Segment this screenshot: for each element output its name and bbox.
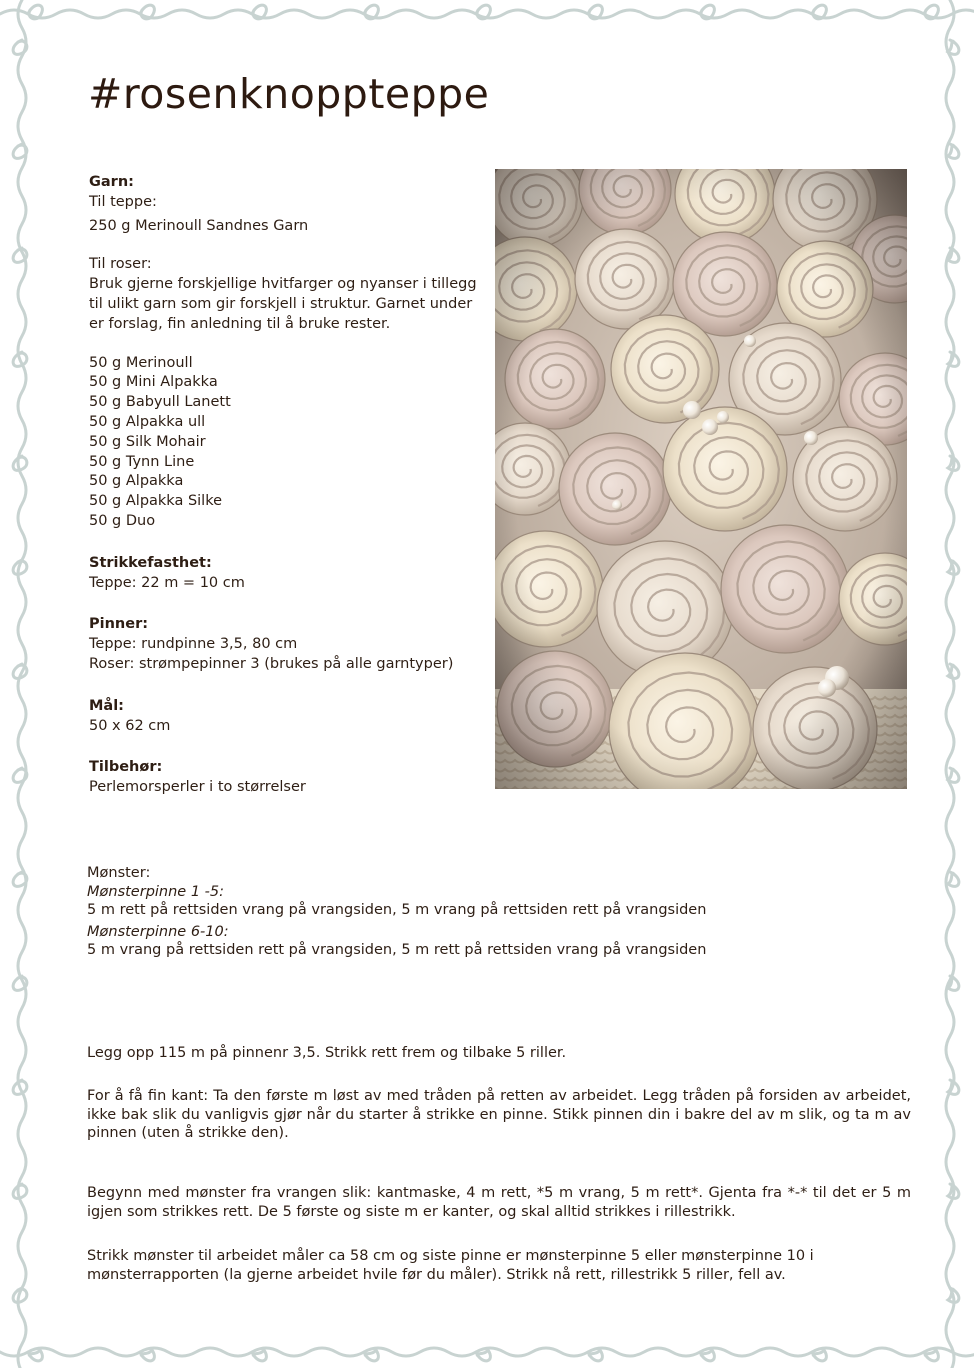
instruction-finish: Strikk mønster til arbeidet måler ca 58 cm og siste pinne er mønsterpinne 5 eller mønsterpinne 10 i mønsterrapporten (la gjerne arbeidet hvile før du måler). Strikk nå rett, rillestrikk 5 riller, fell av. bbox=[87, 1248, 814, 1283]
needles-teppe: Teppe: rundpinne 3,5, 80 cm bbox=[89, 636, 298, 653]
pattern-section bbox=[87, 864, 911, 960]
size-text: 50 x 62 cm bbox=[89, 717, 171, 734]
pattern-row2-text: 5 m vrang på rettsiden rett på vrangsiden, 5 m rett på rettsiden vrang på vrangsiden bbox=[87, 942, 707, 958]
gauge-heading: Strikkefasthet: bbox=[89, 554, 212, 571]
accessories-text: Perlemorsperler i to størrelser bbox=[89, 779, 306, 796]
yarn-list bbox=[89, 354, 479, 532]
yarn-item: 50 g Alpakka bbox=[89, 473, 184, 490]
knitted-roses-photo bbox=[495, 169, 907, 789]
yarn-item: 50 g Merinoull bbox=[89, 354, 193, 371]
gauge-text: Teppe: 22 m = 10 cm bbox=[89, 574, 245, 591]
needles-heading: Pinner: bbox=[89, 616, 149, 633]
page-title: #rosenknoppteppe bbox=[88, 70, 490, 118]
instruction-edge: For å få fin kant: Ta den første m løst av med tråden på retten av arbeidet. Legg tråden på forsiden av arbeidet, ikke bak slik du vanligvis gjør når du starter å strikke en pinne. Stikk pinnen din i bakre del av m slik, og ta m av pinnen (uten å strikke den). bbox=[87, 1088, 911, 1141]
materials-section bbox=[89, 173, 479, 798]
pattern-heading: Mønster: bbox=[87, 865, 151, 881]
yarn-item: 50 g Alpakka Silke bbox=[89, 493, 223, 510]
yarn-item: 50 g Tynn Line bbox=[89, 453, 195, 470]
teppe-yarn: 250 g Merinoull Sandnes Garn bbox=[89, 217, 309, 234]
size-heading: Mål: bbox=[89, 697, 124, 714]
yarn-item: 50 g Alpakka ull bbox=[89, 413, 206, 430]
pattern-row1-text: 5 m rett på rettsiden vrang på vrangsiden, 5 m vrang på rettsiden rett på vrangsiden bbox=[87, 902, 707, 918]
roser-text: Bruk gjerne forskjellige hvitfarger og nyanser i tillegg til ulikt garn som gir forskjell i struktur. Garnet under er forslag, fin anledning til å bruke rester. bbox=[89, 276, 477, 332]
yarn-item: 50 g Babyull Lanett bbox=[89, 394, 231, 411]
instruction-pattern-start: Begynn med mønster fra vrangen slik: kantmaske, 4 m rett, *5 m vrang, 5 m rett*. Gjenta fra *-* til det er 5 m igjen som strikkes rett. De 5 første og siste m er kanter, og skal alltid strikkes i rillestrikk. bbox=[87, 1185, 911, 1220]
garn-heading: Garn: bbox=[89, 174, 134, 190]
roser-label: Til roser: bbox=[89, 256, 152, 273]
pattern-row1-label: Mønsterpinne 1 -5: bbox=[87, 883, 225, 900]
instruction-cast-on: Legg opp 115 m på pinnenr 3,5. Strikk rett frem og tilbake 5 riller. bbox=[87, 1045, 567, 1061]
yarn-item: 50 g Silk Mohair bbox=[89, 433, 206, 450]
yarn-item: 50 g Duo bbox=[89, 512, 156, 529]
accessories-heading: Tilbehør: bbox=[89, 759, 163, 776]
yarn-item: 50 g Mini Alpakka bbox=[89, 374, 218, 391]
teppe-label: Til teppe: bbox=[89, 193, 157, 210]
needles-roser: Roser: strømpepinner 3 (brukes på alle garntyper) bbox=[89, 655, 454, 672]
pattern-row2-label: Mønsterpinne 6-10: bbox=[87, 923, 229, 940]
